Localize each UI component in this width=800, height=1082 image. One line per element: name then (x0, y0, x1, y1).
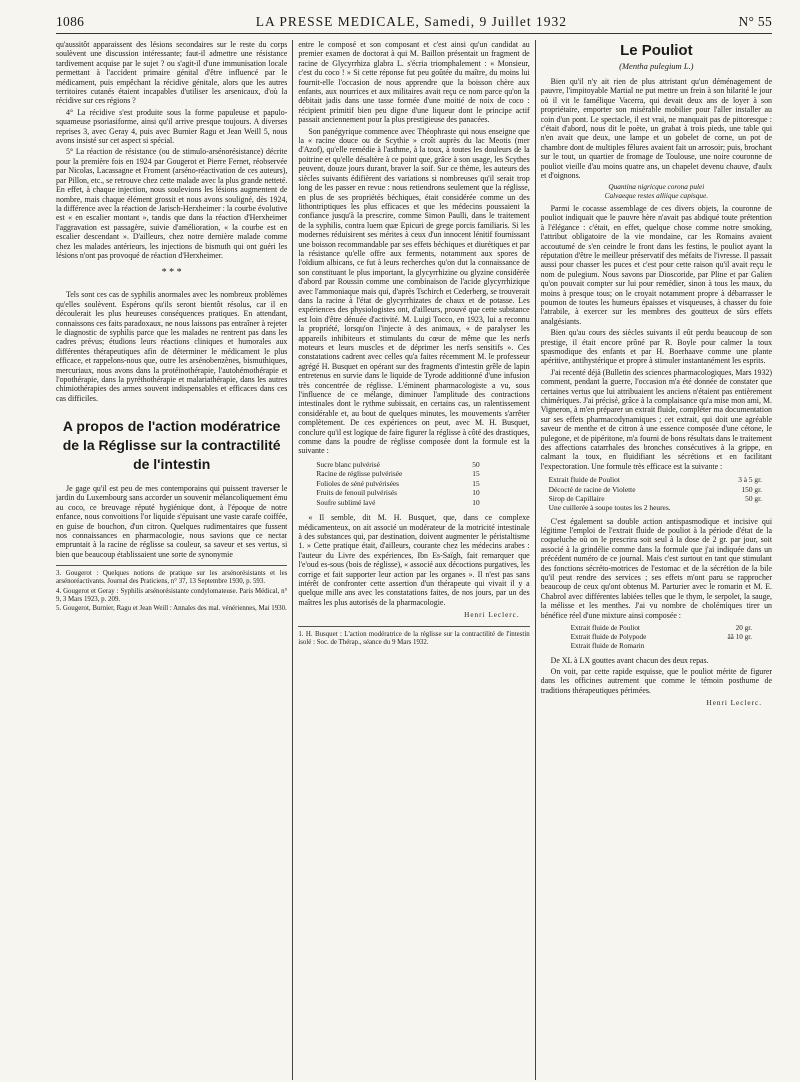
quantity: 10 (472, 488, 480, 498)
ingredient: Extrait fluide de Romarin (570, 642, 645, 651)
recipe-row (316, 479, 529, 488)
recipe-row (316, 498, 529, 507)
quantity: 50 gr. (745, 494, 763, 504)
quantity: 3 à 5 gr. (738, 475, 763, 485)
quantity: 150 gr. (741, 484, 763, 494)
latin-quote (541, 183, 772, 201)
ingredient: Sirop de Capillaire (548, 494, 605, 504)
paragraph: Tels sont ces cas de syphilis anormales avec les nombreux problèmes qu'elles soulèvent. Espérons qu'ils seront bientôt résolus, car il en découlerait les plus heureuses conséquences pratiques. En attendant, connaissons ces faits paradoxaux, ne nous laissons pas entraîner à rejeter le diagnostic de syphilis parce que les malades ne rentrent pas dans les cadres prévus; étudions leurs réactions cliniques et humorales aux différentes thérapeutiques afin de déterminer le médicament le plus efficace, et rappelons-nous que, outre les arsénobenzènes, bismuthiques, mercuriaux, nous avons dans la protéinothérapie, l'autohémothérapie et l'opothérapie, dans la pyréthothérapie et malariathérapie, dans les autres chimiothérapies des armes souvent indispensables et efficaces dans ces cas difficiles. (56, 290, 288, 403)
paragraph: Bien qu'au cours des siècles suivants il eût perdu beaucoup de son prestige, il était encore prôné par R. Boyle pour calmer la toux spasmodique des enfants et par H. Boerhaave comme une plante apéritive, antihystérique et propre à stimuler instantanément les esprits. (540, 328, 773, 366)
dosage-line: De XL à LX gouttes avant chacun des deux repas. (550, 655, 709, 665)
journal-title: LA PRESSE MEDICALE, Samedi, 9 Juillet 1932 (255, 14, 567, 29)
recipe-row (549, 475, 772, 484)
ingredient: Extrait fluide de Pouliot (548, 475, 620, 485)
paragraph: qu'aussitôt apparaissent des lésions secondaires sur le reste du corps soulèvent une discussion intéressante; faut-il admettre une résistance tardivement acquise par le sujet ? ou s'agit-il d'une immunisation locale permettant à l'accident primaire génital d'être influencé par le médicament, puis empêchant la récidive génitale, alors que les autres territoires cutanés étaient incapables d'utiliser les arsenicaux, d'où la récidive sur ces régions ? (56, 40, 288, 106)
article-title: Le Pouliot (620, 42, 693, 59)
recipe-table (549, 475, 772, 512)
recipe-table (571, 624, 772, 652)
recipe-row (571, 642, 772, 651)
quantity: 20 gr. (735, 623, 753, 632)
issue-number: N° 55 (738, 14, 772, 29)
paragraph: Son panégyrique commence avec Théophraste qui nous enseigne que la « racine douce ou de Scythie » croît auprès du lac Meotis (mer d'Azof), qu'elle remédie à l'asthme, à la toux, à toutes les douleurs de la poitrine et qu'elle désaltère à ce point que, grâce à son usage, les Scythes peuvent, douze jours durant, braver la soif. Sur ce thème, les auteurs des siècles suivants édifièrent des variations si nombreuses qu'il serait trop long de les passer en revue : nous retiendrons seulement que la réglisse, en plus de ses propriétés béchiques, était considérée comme un des lithontriptiques les plus efficaces et que les médecins poussaient la confiance jusqu'à la prescrire, comme Simon Paulli, dans le traitement de la syphilis, contra luem quæ Epicuri de grege porcis familiaris. Si les modernes réduisirent ses mérites à ceux d'un innocent lénitif fournissant une boisson recommandable par ses effets béchiques et diurétiques et par la résistance qu'elle offre aux ferments, notamment aux spores de l'oïdium albicans, ce fut à leurs recherches qu'on dut la connaissance de son constituant le plus important, la glycyrrhizine ou glyzine considérée d'abord par Roussin comme une combinaison de l'acide glycyrrhizique avec l'ammoniaque mais qui, d'après Tschirch et Cederberg, se trouverait dans la racine à l'état de glycyrrhizates de chaux et de potasse. Les expériences des physiologistes ont, d'ailleurs, prouvé que cette substance est loin d'être dénuée d'activité. M. Luigi Tocco, en 1923, lui a reconnu la propriété, lorsqu'on l'injecte à des animaux, « de paralyser les appareils inhibiteurs et stimulants du cœur de même que les nerfs moteurs et leurs muscles et de déprimer les nerfs sensitifs ». Ces constatations cadrent avec celles qu'a faites récemment M. le professeur agrégé H. Busquet en opérant sur des fragments d'intestin grêle de lapin entretenus en survie dans le liquide de Tyrode additionné d'une infusion très concentrée de réglisse. L'éminent pharmacologiste a vu, sous l'influence de ce mélange, diminuer l'amplitude des contractions intestinales dont le rythme subissait, en certains cas, un ralentissement considérable et, au bout de quelques minutes, les mouvements s'arrêter complètement. De ces expériences on peut, avec M. H. Busquet, conclure qu'il est logique de faire figurer la réglisse à côté des drastiques, comme dans la poudre de réglisse composée dont la formule est la suivante : (298, 126, 530, 456)
section-divider: * * * (161, 267, 182, 279)
footnotes (298, 626, 529, 648)
ingredient: Sucre blanc pulvérisé (316, 459, 380, 469)
column-1 (56, 40, 287, 1080)
columns (56, 40, 772, 1080)
page-number: 1086 (56, 14, 85, 29)
ingredient: Soufre sublimé lavé (316, 497, 376, 507)
quantity: ââ 10 gr. (727, 633, 753, 642)
column-3 (541, 40, 772, 1080)
footnote: 3. Gougerot : Quelques notions de pratique sur les arsénorésistants et les arsénoréactivants. Journal des Praticiens, n° 37, 13 Septembre 1930, p. 593. (56, 570, 288, 586)
quantity: 50 (472, 459, 480, 469)
column-rule (292, 40, 293, 1080)
article-title: A propos de l'action modératrice de la Réglisse sur la contractilité de l'intestin (62, 418, 281, 472)
footnote: 5. Gougerot, Burnier, Ragu et Jean Weill : Annales des mal. vénériennes, Mai 1930. (56, 605, 287, 613)
recipe-row (571, 633, 772, 642)
ingredient: Folioles de séné pulvérisées (316, 478, 400, 488)
verse-line: Quantina nigricque corona pulei (608, 182, 705, 192)
recipe-row (316, 488, 529, 497)
paragraph: entre le composé et son composant et c'est ainsi qu'un candidat au premier examen de doctorat à qui M. Baillon présentait un fragment de racine de Glycyrrhiza glabra L. s'écria triomphalement : « Monsieur, c'est du coco ! » Si cette réponse fut peu goûtée du maître, du moins lui fournit-elle l'occasion de nous apprendre que la boisson chère aux enfants, aux nourrices et aux militaires avait reçu ce nom parce qu'on la débitait jadis dans une tasse formée d'une moitié de noix de coco : récipient primitif bien peu digne d'une liqueur dont le principe actif passait anciennement pour la plus prestigieuse des panacées. (298, 40, 530, 125)
recipe-row (316, 469, 529, 478)
paragraph: Parmi le cocasse assemblage de ces divers objets, la couronne de pouliot indiquait que le pauvre hère n'avait pas abdiqué toute prétention à l'élégance : c'était, en effet, quelque chose comme notre smoking, l'attribut obligatoire de la vie mondaine, car les Romains avaient accoutumé de s'en ceindre le front dans les festins, le pouliot ayant la réputation d'être le meilleur préservatif des méfaits de l'ivresse. Il passait aussi pour chasser les puces et c'est pour cette raison qu'il avait reçu le nom de pulegium. Nous savons par Dioscoride, par Pline et par Galien qu'on pouvait compter sur lui pour remédier, sinon à tous les maux, du moins à presque tous; on le croyait notamment propre à débarrasser le poumon de toutes les humeurs épaisses et visqueuses, à chasser du foie l'atrabile, à exercer sur les membres des goutteux de sûrs effets analgésiants. (540, 203, 773, 326)
page-header (56, 14, 772, 34)
paragraph: On voit, par cette rapide esquisse, que le pouliot mérite de figurer dans les officines autrement que comme le témoin posthume de traditions thérapeutiques périmées. (540, 667, 773, 695)
paragraph: C'est également sa double action antispasmodique et incisive qui légitime l'emploi de l'extrait fluide de pouliot à la période d'état de la coqueluche où on le prescrira soit seul à la dose de 2 gr. par jour, soit associé à la grindélie comme dans la formule que j'ai indiquée dans un précédent numéro de ce journal. Mais c'est surtout en tant que stimulant des fonctions sécréto-motrices de l'estomac et de la sécrétion de la bile qu'il peut rendre des services ; ses effets m'ont paru se rapprocher beaucoup de ceux qu'ont obtenus M. Parturier avec le romarin et M. E. Chabrol avec différentes labiées telles que le thym, le serpolet, la sauge, la mélisse et les menthes. J'ai vu nombre de cholémiques tirer un bénéfice réel d'une mixture ainsi composée : (540, 516, 773, 620)
paragraph: « Il semble, dit M. H. Busquet, que, dans ce complexe médicamenteux, on ait associé un modérateur de la motricité intestinale à des substances qui, par destination, doivent augmenter le péristaltisme 1. » Cette pratique était, d'ailleurs, courante chez les médecins arabes : l'auteur du Livre des expériences, Ibn Es-Saïgh, fait remarquer que l'e'oud es-sous (bois de réglisse), « associé aux décoctions purgatives, les corrige et fait supporter leur action par les organes ». Il n'est pas sans intérêt de confronter cette assertion d'un thérapeute qui vivait il y a quelque mille ans avec les constatations faites, de nos jours, par un des maîtres les plus autorisés de la pharmacologie. (298, 513, 530, 607)
ingredient: Extrait fluide de Polypode (570, 633, 647, 642)
ingredient: Racine de réglisse pulvérisée (316, 469, 403, 479)
quantity: 15 (472, 469, 480, 479)
ingredient: Extrait fluide de Pouliot (570, 623, 640, 632)
recipe-row (549, 485, 772, 494)
paragraph: Bien qu'il n'y ait rien de plus attristant qu'un déménagement de pauvre, l'impitoyable Martial ne put mettre un frein à son hilarité le jour où il vit le famélique Vacerra, qui devait deux ans de loyer à son propriétaire, emporter son misérable mobilier pour l'aller installer au coin d'un pont. Le spectacle, il est vrai, ne manquait pas de pittoresque : c'était d'abord, nous dit le poète, un grabat à trois pieds, une table qui n'en avait que deux, une lampe et un gobelet de corne, un pot de chambre dont de multiples fêlures avaient fait un arrosoir; puis, brochant sur le tout, un quartier de fromage de Toulouse, une noire couronne de pouliot vieille d'au moins quatre ans, un chapelet devenu chauve, d'aulx et d'oignons. (540, 76, 773, 181)
column-2 (298, 40, 529, 1080)
footnote: 1. H. Busquet : L'action modératrice de la réglisse sur la contractilité de l'intestin isolé : Soc. de Thérap., séance du 9 Mars 1932. (298, 630, 530, 647)
verse-line: Calvaeque restes alliique capisque. (604, 191, 709, 201)
author-signature: Henri Leclerc. (706, 699, 763, 708)
paragraph: J'ai recenté déjà (Bulletin des sciences pharmacologiques, Mars 1932) comment, pendant la guerre, l'occasion m'a été donnée de constater que certaines vertus que lui attribuaient les anciens n'étaient pas entièrement chimériques. J'ai précisé, grâce à la complaisance qu'a mise mon ami, M. Vigneron, à m'en préparer un extrait fluide, compléter ma documentation sur ses effets pharmacodynamiques ; cet extrait, qui doit une agréable saveur de menthe et de citron à une essence composée d'une cétone, le pulegone, et de pipéritone, m'a fourni de bons résultats dans le traitement des affections catarrhales des bronches consécutives à la grippe, en calmant la toux, en fluidifiant les sécrétions et en facilitant l'expectoration. Une formule très efficace est la suivante : (540, 367, 773, 471)
quantity: 15 (472, 478, 480, 488)
column-rule (535, 40, 536, 1080)
recipe-row (571, 624, 772, 633)
quantity: 10 (472, 497, 480, 507)
article-subtitle: (Mentha pulegium L.) (619, 60, 694, 71)
recipe-table (316, 460, 529, 507)
paragraph: 4° La récidive s'est produite sous la forme papuleuse et papulo-squameuse psoriasiforme, ainsi qu'il arrive presque toujours. A diverses reprises 3, avec Geray 4, puis avec Burnier Ragu et Jean Weill 5, nous avons insisté sur cet aspect si spécial. (56, 107, 288, 146)
recipe-note: Une cuillerée à soupe toutes les 2 heures. (548, 502, 671, 512)
footnotes (56, 565, 287, 613)
ingredient: Décocté de racine de Violette (548, 484, 636, 494)
paragraph: 5° La réaction de résistance (ou de stimulo-arsénorésistance) décrite pour la première fois en 1924 par Gougerot et Pierre Fernet, réobservée par Nicolas, Lacassagne et Froment (arséno-réactivation de ces auteurs), par Pillon, etc., se retrouve chez cette malade avec la plus grande netteté. En effet, à chaque injection, nous soulevions les lésions augmentent de nombre, mais chaque élément grossit et nous avons souligné, dès 1924, la différence avec la réaction de Jarisch-Herxheimer : la courbe évolutive est « en escalier montant », tandis que dans la réaction d'Herxheimer l'aggravation est passagère, suivie d'amélioration, « la courbe est en escalier descendant ». D'ailleurs, chez notre dernière malade comme chez les malades antérieurs, les injections de bismuth qui ont guéri les lésions n'ont pas provoqué de réaction d'Herxheimer. (56, 147, 288, 260)
paragraph: Je gage qu'il est peu de mes contemporains qui puissent traverser le jardin du Luxembourg sans accorder un souvenir mélancoliquement ému au coco, ce breuvage réputé hygiénique dont, à l'époque de notre enfance, nous convoitions l'or liquide s'épuisant une vaste carafe coiffée, en guise de bouchon, d'un citron. Quelques rudimentaires que fussent nos connaissances en pharmacologie, nous savions que ce nectar empruntait à la racine de réglisse sa couleur, sa saveur et ses vertus, si bien que beaucoup établissaient une sorte de synonymie (56, 483, 288, 559)
recipe-row (316, 460, 529, 469)
footnote: 4. Gougerot et Geray : Syphilis arsénorésistante condylomateuse. Paris Médical, n° 9, 3 Mars 1923, p. 209. (56, 587, 288, 603)
author-signature: Henri Leclerc. (464, 611, 520, 620)
ingredient: Fruits de fenouil pulvérisés (316, 488, 397, 498)
